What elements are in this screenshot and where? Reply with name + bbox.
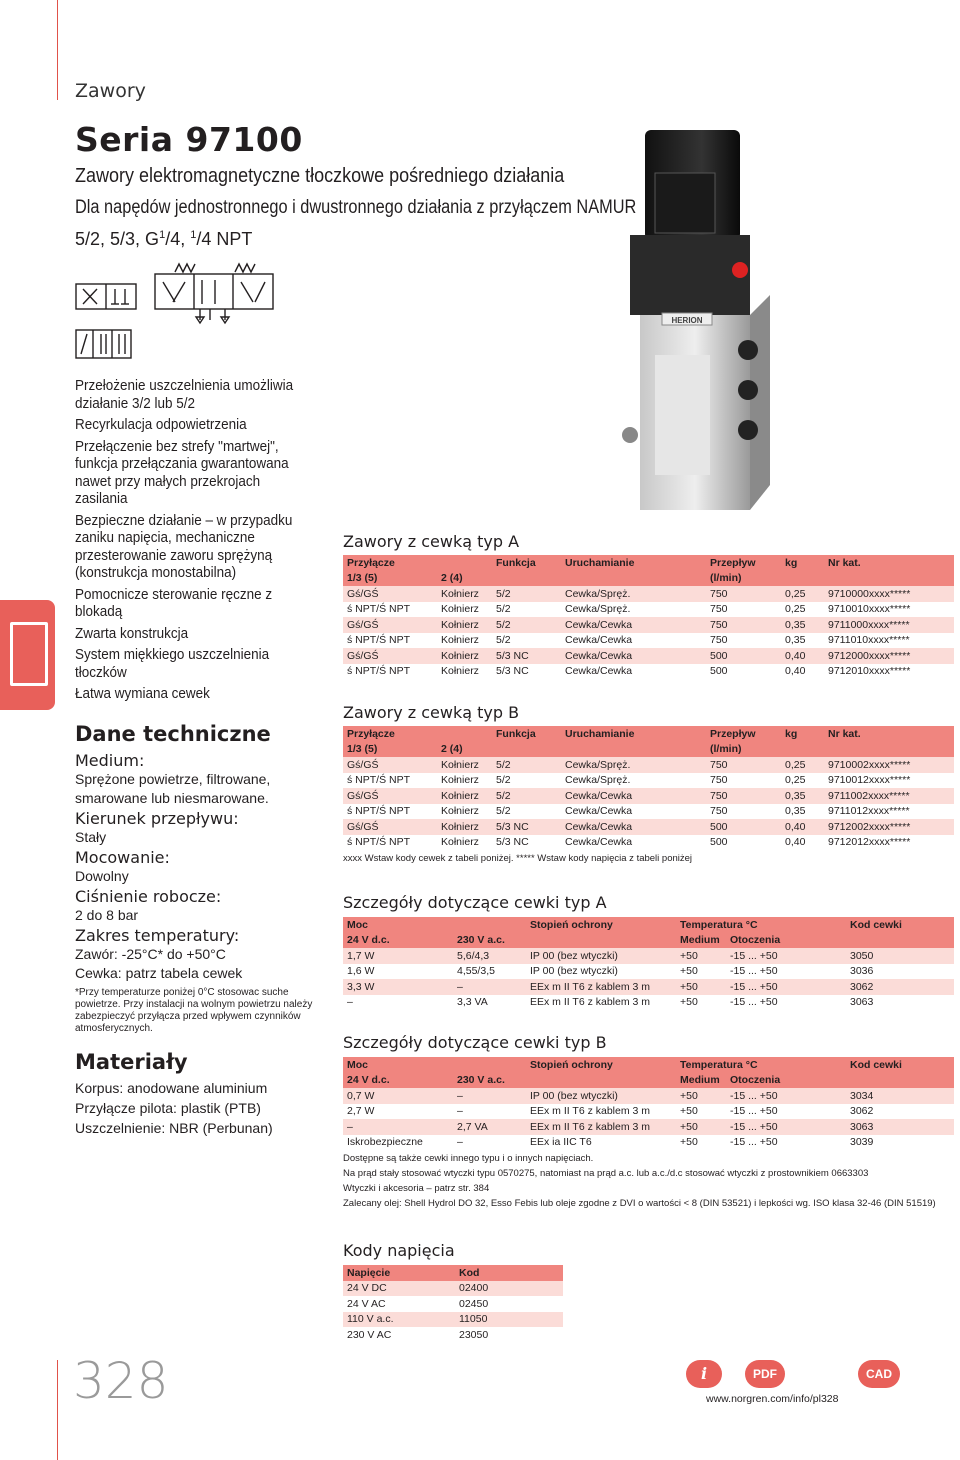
table-cell: 3036 [846, 964, 954, 980]
coil-table-a: Moc Stopień ochrony Temperatura °C Kod cewki 24 V d.c. 230 V a.c. Medium Otoczenia 1,7 W 5,6/4,3 IP 00 (bez wtyczki) +50 -15 ... +50 3050 1,6 W 4,55/3,5 IP 00 (bez wtyczki) +50 -15 ... +50 3036 3,3 W – EEx m II T6 z kablem 3 m +50 -15 ... +50 3062 – 3,3 VA EEx m II T6 z kablem 3 m +50 -15 ... +50 3063 [343, 917, 954, 1010]
table-row [343, 819, 954, 835]
table-cell: – [453, 1104, 526, 1120]
table-cell: 0,25 [781, 602, 824, 618]
feature-item: funkcja przełączania gwarantowana [75, 456, 289, 472]
coil-note: Zalecany olej: Shell Hydrol DO 32, Esso Febis lub oleje zgodne z DVI o wartości < 8 (DIN 53521) i lepkości wg. ISO klasa 32-46 (DIN 51519) [343, 1198, 936, 1209]
table-cell: 3050 [846, 948, 954, 964]
table-cell: Kołnierz [437, 788, 492, 804]
table-cell: 1,7 W [343, 948, 453, 964]
code-footnote: xxxx Wstaw kody cewek z tabeli poniżej. ***** Wstaw kody napięcia z tabeli poniżej [343, 853, 693, 864]
table-cell: 5/3 NC [492, 819, 561, 835]
tech-heading: Dane techniczne [75, 722, 271, 746]
spec-value: Dowolny [75, 868, 129, 884]
table-row [343, 1135, 954, 1151]
table-cell: 24 V AC [343, 1296, 455, 1312]
table-cell: -15 ... +50 [726, 979, 846, 995]
table-cell: ś NPT/Ś NPT [343, 602, 437, 618]
table-cell: 9712000xxxx***** [824, 648, 954, 664]
table-cell: Kołnierz [437, 773, 492, 789]
materials-list [75, 1078, 273, 1138]
table-cell: 0,40 [781, 819, 824, 835]
table-cell: Cewka/Cewka [561, 664, 706, 680]
table-cell: 9712002xxxx***** [824, 819, 954, 835]
table-cell: IP 00 (bez wtyczki) [526, 1088, 676, 1104]
coil-a-title: Szczegóły dotyczące cewki typ A [343, 893, 607, 912]
table-cell: 3034 [846, 1088, 954, 1104]
feature-item: przesterowanie zaworu sprężyną [75, 547, 273, 564]
table-cell: 9712010xxxx***** [824, 664, 954, 680]
table-row [343, 633, 954, 649]
feature-item: Zwarta konstrukcja [75, 625, 189, 642]
feature-item: działanie 3/2 lub 5/2 [75, 395, 195, 412]
table-cell: 0,25 [781, 757, 824, 773]
feature-item: Bezpieczne działanie – w przypadku [75, 512, 293, 529]
table-row [343, 1119, 954, 1135]
coil-table-b: Moc Stopień ochrony Temperatura °C Kod cewki 24 V d.c. 230 V a.c. Medium Otoczenia 0,7 W – IP 00 (bez wtyczki) +50 -15 ... +50 3034 2,7 W – EEx m II T6 z kablem 3 m +50 -15 ... +50 3062 – 2,7 VA EEx m II T6 z kablem 3 m +50 -15 ... +50 3063 Iskrobezpieczne – EEx ia IIC T6 +50 -15 ... +50 3039 [343, 1057, 954, 1150]
table-cell: 5/2 [492, 617, 561, 633]
table-cell: Kołnierz [437, 648, 492, 664]
table-row [343, 648, 954, 664]
table-row [343, 804, 954, 820]
bottom-vertical-rule [57, 1360, 58, 1460]
table-cell: 110 V a.c. [343, 1312, 455, 1328]
table-cell: 9712012xxxx***** [824, 835, 954, 851]
table-cell: -15 ... +50 [726, 1104, 846, 1120]
feature-item: System miękkiego uszczelnienia [75, 647, 270, 663]
table-cell: 5/2 [492, 586, 561, 602]
table-row [343, 664, 954, 680]
table-cell: -15 ... +50 [726, 948, 846, 964]
table-cell: 9710000xxxx***** [824, 586, 954, 602]
spec-label: Medium: [75, 751, 145, 770]
table-cell: 9711010xxxx***** [824, 633, 954, 649]
table-cell: 0,40 [781, 664, 824, 680]
feature-item: Przełożenie uszczelnienia umożliwia [75, 378, 294, 394]
table-cell: – [453, 1088, 526, 1104]
table-cell: +50 [676, 1104, 726, 1120]
table-cell: 5/2 [492, 602, 561, 618]
table-cell: 0,25 [781, 773, 824, 789]
table-cell: 5/2 [492, 804, 561, 820]
cad-icon[interactable]: CAD [858, 1360, 900, 1388]
table-cell: 750 [706, 586, 781, 602]
page-number: 328 [73, 1352, 169, 1410]
table-cell: – [453, 1135, 526, 1151]
table-cell: Cewka/Cewka [561, 633, 706, 649]
table-cell: IP 00 (bez wtyczki) [526, 964, 676, 980]
table-cell: 3062 [846, 979, 954, 995]
section-label: Zawory [75, 80, 146, 102]
table-cell: Kołnierz [437, 835, 492, 851]
table-cell: Gś/GŚ [343, 586, 437, 602]
spec-value: Sprężone powietrze, filtrowane, [75, 771, 271, 787]
table-cell: Cewka/Spręż. [561, 602, 706, 618]
table-cell: 3,3 VA [453, 995, 526, 1011]
table-cell: ś NPT/Ś NPT [343, 633, 437, 649]
table-cell: Cewka/Cewka [561, 648, 706, 664]
valve-table-a: Przyłącze Funkcja Uruchamianie Przepływ kg Nr kat. 1/3 (5) 2 (4) (l/min) Gś/GŚ Kołnierz 5/2 Cewka/Spręż. 750 0,25 9710000xxxx***** ś NPT/Ś NPT Kołnierz 5/2 Cewka/Spręż. 750 0,25 9710010xxxx***** Gś/GŚ Kołnierz 5/2 Cewka/Cewka 750 0,35 9711000xxxx***** ś NPT/Ś NPT Kołnierz 5/2 Cewka/Cewka 750 0,35 9711010xxxx***** Gś/GŚ Kołnierz 5/3 NC Cewka/Cewka 500 0,40 9712000xxxx***** ś NPT/Ś NPT Kołnierz 5/3 NC Cewka/Cewka 500 0,40 9712010xxxx***** [343, 555, 954, 679]
table-cell: 3063 [846, 995, 954, 1011]
spec-label: Zakres temperatury: [75, 926, 240, 945]
spec-label: Mocowanie: [75, 848, 170, 867]
coil-b-title: Szczegóły dotyczące cewki typ B [343, 1033, 607, 1052]
table-cell: Kołnierz [437, 633, 492, 649]
feature-item: Przełączenie bez strefy "martwej", [75, 438, 279, 455]
table-cell: 9711002xxxx***** [824, 788, 954, 804]
section-tab-valve-icon [0, 600, 55, 710]
table-cell: IP 00 (bez wtyczki) [526, 948, 676, 964]
table-cell: ś NPT/Ś NPT [343, 664, 437, 680]
subtitle-variants: 5/2, 5/3, $G^1/4$, $^1$/4 NPT [75, 229, 253, 249]
table-a-title: Zawory z cewką typ A [343, 532, 520, 551]
info-icon[interactable]: i [686, 1360, 722, 1388]
table-cell: +50 [676, 1088, 726, 1104]
table-row [343, 835, 954, 851]
subtitle: Zawory elektromagnetyczne tłoczkowe pośredniego działania [75, 165, 565, 187]
table-row [343, 788, 954, 804]
table-cell: 5/2 [492, 757, 561, 773]
voltage-table: Napięcie Kod 24 V DC 02400 24 V AC 02450 110 V a.c. 11050 230 V AC 23050 [343, 1265, 563, 1343]
table-cell: 750 [706, 804, 781, 820]
table-cell: 9710002xxxx***** [824, 757, 954, 773]
spec-value: Stały [75, 829, 107, 845]
spec-value: 2 do 8 bar [75, 907, 139, 923]
table-cell: 5/3 NC [492, 664, 561, 680]
table-cell: Gś/GŚ [343, 617, 437, 633]
table-cell: – [343, 1119, 453, 1135]
table-cell: +50 [676, 995, 726, 1011]
table-row [343, 1104, 954, 1120]
table-cell: EEx ia IIC T6 [526, 1135, 676, 1151]
feature-item: Pomocnicze sterowanie ręczne z [75, 586, 273, 603]
table-row [343, 1312, 563, 1328]
spec-value: Cewka: patrz tabela cewek [75, 965, 243, 981]
table-cell: ś NPT/Ś NPT [343, 804, 437, 820]
table-cell: Cewka/Cewka [561, 835, 706, 851]
table-row [343, 602, 954, 618]
material-item: Uszczelnienie: NBR (Perbunan) [75, 1120, 273, 1136]
feature-item: zaniku napięcia, mechaniczne [75, 530, 255, 546]
spec-value: Zawór: -25°C* do +50°C [75, 946, 226, 962]
voltage-title: Kody napięcia [343, 1241, 455, 1260]
table-row [343, 617, 954, 633]
table-cell: 230 V AC [343, 1327, 455, 1343]
table-cell: Gś/GŚ [343, 819, 437, 835]
spec-value: smarowane lub niesmarowane. [75, 790, 269, 806]
subtitle-application: Dla napędów jednostronnego i dwustronnego działania z przyłączem NAMUR [75, 197, 637, 218]
feature-list [75, 378, 294, 708]
valve-table-b: Przyłącze Funkcja Uruchamianie Przepływ kg Nr kat. 1/3 (5) 2 (4) (l/min) Gś/GŚ Kołnierz 5/2 Cewka/Spręż. 750 0,25 9710002xxxx***** ś NPT/Ś NPT Kołnierz 5/2 Cewka/Spręż. 750 0,25 9710012xxxx***** Gś/GŚ Kołnierz 5/2 Cewka/Cewka 750 0,35 9711002xxxx***** ś NPT/Ś NPT Kołnierz 5/2 Cewka/Cewka 750 0,35 9711012xxxx***** Gś/GŚ Kołnierz 5/3 NC Cewka/Cewka 500 0,40 9712002xxxx***** ś NPT/Ś NPT Kołnierz 5/3 NC Cewka/Cewka 500 0,40 9712012xxxx***** [343, 726, 954, 850]
table-row [343, 948, 954, 964]
feature-item: nawet przy małych przekrojach [75, 473, 261, 490]
table-cell: Cewka/Spręż. [561, 586, 706, 602]
table-cell: 0,40 [781, 648, 824, 664]
table-cell: 500 [706, 819, 781, 835]
table-cell: 750 [706, 757, 781, 773]
table-cell: 5/2 [492, 633, 561, 649]
feature-item: (konstrukcja monostabilna) [75, 565, 237, 581]
table-cell: +50 [676, 1135, 726, 1151]
feature-item: Recyrkulacja odpowietrzenia [75, 417, 247, 433]
table-cell: 500 [706, 648, 781, 664]
feature-item: blokadą [75, 604, 123, 620]
table-cell: 1,6 W [343, 964, 453, 980]
coil-note: Na prąd stały stosować wtyczki typu 0570275, natomiast na prąd a.c. lub a.c./d.c stosować wtyczki z prostownikiem 0663303 [343, 1168, 869, 1179]
table-cell: +50 [676, 1119, 726, 1135]
coil-note: Wtyczki i akcesoria – patrz str. 384 [343, 1183, 490, 1194]
table-cell: Kołnierz [437, 617, 492, 633]
table-cell: 750 [706, 773, 781, 789]
table-cell: Kołnierz [437, 757, 492, 773]
table-row [343, 995, 954, 1011]
table-row [343, 1281, 563, 1297]
table-cell: EEx m II T6 z kablem 3 m [526, 1104, 676, 1120]
table-cell: -15 ... +50 [726, 995, 846, 1011]
table-row [343, 1088, 954, 1104]
photo-brand-label: HERION [671, 316, 703, 325]
pdf-icon[interactable]: PDF [745, 1360, 785, 1388]
table-cell: 3039 [846, 1135, 954, 1151]
table-cell: 23050 [455, 1327, 563, 1343]
table-cell: – [453, 979, 526, 995]
table-cell: 3063 [846, 1119, 954, 1135]
table-row [343, 757, 954, 773]
table-cell: Gś/GŚ [343, 648, 437, 664]
materials-heading: Materiały [75, 1050, 188, 1074]
table-cell: Kołnierz [437, 664, 492, 680]
table-cell: ś NPT/Ś NPT [343, 835, 437, 851]
table-cell: -15 ... +50 [726, 1119, 846, 1135]
table-cell: Cewka/Cewka [561, 617, 706, 633]
feature-item: tłoczków [75, 664, 127, 681]
table-cell: EEx m II T6 z kablem 3 m [526, 1119, 676, 1135]
material-item: Korpus: anodowane aluminium [75, 1080, 268, 1096]
top-vertical-rule [57, 0, 58, 100]
page-title: Seria 97100 [75, 120, 303, 159]
table-cell: Kołnierz [437, 804, 492, 820]
table-cell: 5/3 NC [492, 648, 561, 664]
table-row [343, 586, 954, 602]
table-cell: 0,35 [781, 788, 824, 804]
table-row [343, 1327, 563, 1343]
table-cell: 2,7 VA [453, 1119, 526, 1135]
table-cell: Gś/GŚ [343, 757, 437, 773]
temperature-note: *Przy temperaturze poniżej 0°C stosowac suche powietrze. Przy instalacji na wolnym powietrzu należy zabezpieczyć przyłącza przed wpływem czynników atmosferycznych. [75, 987, 313, 1034]
table-cell: Cewka/Cewka [561, 788, 706, 804]
table-cell: 2,7 W [343, 1104, 453, 1120]
table-cell: 5/2 [492, 773, 561, 789]
table-cell: EEx m II T6 z kablem 3 m [526, 979, 676, 995]
table-cell: Kołnierz [437, 586, 492, 602]
table-cell: +50 [676, 964, 726, 980]
table-cell: 5/2 [492, 788, 561, 804]
table-cell: -15 ... +50 [726, 964, 846, 980]
table-cell: -15 ... +50 [726, 1135, 846, 1151]
table-cell: 9710012xxxx***** [824, 773, 954, 789]
table-row [343, 964, 954, 980]
table-cell: 750 [706, 617, 781, 633]
table-row [343, 773, 954, 789]
valve-symbols [75, 262, 290, 367]
table-b-title: Zawory z cewką typ B [343, 703, 520, 722]
table-cell: Cewka/Spręż. [561, 757, 706, 773]
table-cell: 02450 [455, 1296, 563, 1312]
table-cell: 500 [706, 835, 781, 851]
table-cell: 24 V DC [343, 1281, 455, 1297]
table-cell: 750 [706, 788, 781, 804]
table-row [343, 979, 954, 995]
table-cell: 9711000xxxx***** [824, 617, 954, 633]
tech-specs [75, 750, 325, 1035]
table-cell: Cewka/Cewka [561, 804, 706, 820]
feature-item: Łatwa wymiana cewek [75, 686, 210, 702]
table-cell: -15 ... +50 [726, 1088, 846, 1104]
table-row [343, 1296, 563, 1312]
table-cell: Kołnierz [437, 819, 492, 835]
material-item: Przyłącze pilota: plastik (PTB) [75, 1100, 261, 1116]
table-cell: 5,6/4,3 [453, 948, 526, 964]
table-cell: ś NPT/Ś NPT [343, 773, 437, 789]
table-cell: 0,7 W [343, 1088, 453, 1104]
coil-note: Dostępne są także cewki innego typu i o innych napięciach. [343, 1153, 594, 1164]
product-photo [600, 125, 790, 520]
table-cell: +50 [676, 948, 726, 964]
table-cell: +50 [676, 979, 726, 995]
table-cell: 3,3 W [343, 979, 453, 995]
table-cell: 9710010xxxx***** [824, 602, 954, 618]
spec-label: Ciśnienie robocze: [75, 887, 222, 906]
table-cell: 0,35 [781, 804, 824, 820]
table-cell: 02400 [455, 1281, 563, 1297]
info-link[interactable]: www.norgren.com/info/pl328 [706, 1393, 839, 1405]
table-cell: Iskrobezpieczne [343, 1135, 453, 1151]
table-cell: Gś/GŚ [343, 788, 437, 804]
table-cell: 500 [706, 664, 781, 680]
table-cell: 0,35 [781, 617, 824, 633]
table-cell: EEx m II T6 z kablem 3 m [526, 995, 676, 1011]
spec-label: Kierunek przepływu: [75, 809, 239, 828]
table-cell: 0,25 [781, 586, 824, 602]
table-cell: 4,55/3,5 [453, 964, 526, 980]
table-cell: 0,40 [781, 835, 824, 851]
table-cell: Cewka/Cewka [561, 819, 706, 835]
table-cell: 750 [706, 602, 781, 618]
table-cell: 5/3 NC [492, 835, 561, 851]
table-cell: 750 [706, 633, 781, 649]
table-cell: – [343, 995, 453, 1011]
feature-item: zasilania [75, 491, 128, 507]
table-cell: Kołnierz [437, 602, 492, 618]
table-cell: Cewka/Spręż. [561, 773, 706, 789]
table-cell: 9711012xxxx***** [824, 804, 954, 820]
table-cell: 0,35 [781, 633, 824, 649]
table-cell: 11050 [455, 1312, 563, 1328]
table-cell: 3062 [846, 1104, 954, 1120]
